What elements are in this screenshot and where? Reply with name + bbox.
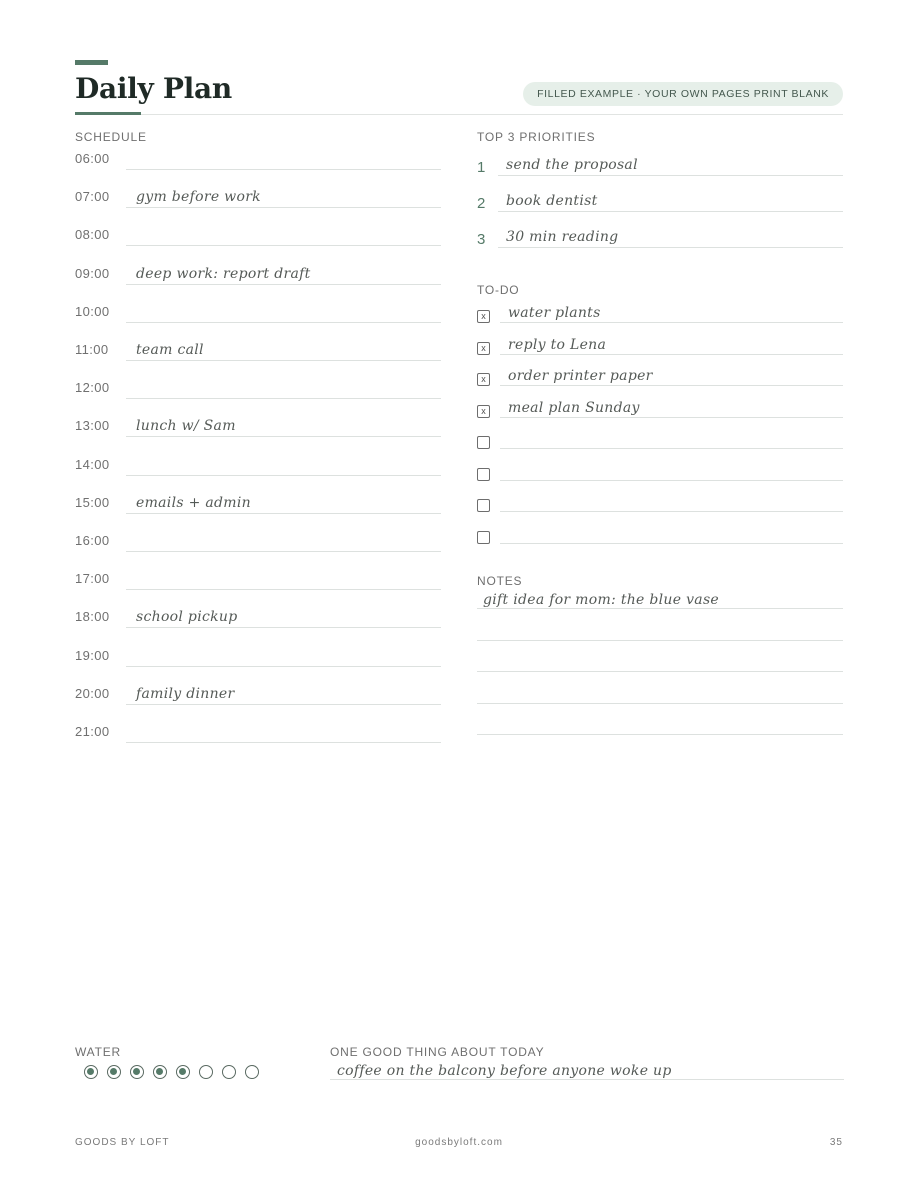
example-badge: FILLED EXAMPLE · YOUR OWN PAGES PRINT BLANK bbox=[523, 82, 843, 106]
todo-rule bbox=[500, 385, 843, 386]
todo-rule bbox=[500, 511, 843, 512]
schedule-rule bbox=[126, 322, 441, 323]
schedule-entry: gym before work bbox=[136, 189, 261, 206]
todo-item[interactable] bbox=[477, 423, 843, 449]
water-glass-circle[interactable] bbox=[130, 1065, 144, 1079]
priority-rule bbox=[498, 175, 843, 176]
notes-text: gift idea for mom: the blue vase bbox=[483, 592, 720, 608]
schedule-time: 09:00 bbox=[75, 265, 110, 281]
schedule-row[interactable] bbox=[75, 255, 441, 285]
todo-heading: TO-DO bbox=[477, 283, 520, 297]
good-thing-line[interactable] bbox=[330, 1058, 844, 1080]
todo-item[interactable] bbox=[477, 297, 843, 323]
schedule-time: 19:00 bbox=[75, 647, 110, 663]
todo-text: meal plan Sunday bbox=[508, 399, 640, 416]
priority-number: 3 bbox=[477, 231, 486, 248]
schedule-entry: family dinner bbox=[136, 685, 235, 702]
notes-line[interactable] bbox=[477, 648, 843, 672]
todo-checkbox[interactable]: x bbox=[477, 373, 490, 386]
page-number: 35 bbox=[829, 1137, 843, 1148]
todo-item[interactable] bbox=[477, 329, 843, 355]
todo-checkbox[interactable] bbox=[477, 499, 490, 512]
schedule-row[interactable] bbox=[75, 675, 441, 705]
priority-item[interactable] bbox=[477, 182, 843, 212]
water-glass-circle[interactable] bbox=[107, 1065, 121, 1079]
priority-number: 1 bbox=[477, 159, 486, 176]
schedule-time: 13:00 bbox=[75, 418, 110, 434]
schedule-time: 12:00 bbox=[75, 380, 110, 396]
priority-text: book dentist bbox=[506, 193, 598, 209]
todo-text: reply to Lena bbox=[508, 336, 607, 353]
todo-checkbox[interactable] bbox=[477, 531, 490, 544]
schedule-row[interactable] bbox=[75, 331, 441, 361]
schedule-row[interactable] bbox=[75, 637, 441, 667]
priority-number: 2 bbox=[477, 195, 486, 212]
schedule-rule bbox=[126, 284, 441, 285]
schedule-time: 20:00 bbox=[75, 685, 110, 701]
todo-text: order printer paper bbox=[508, 368, 653, 384]
schedule-row[interactable] bbox=[75, 484, 441, 514]
schedule-row[interactable] bbox=[75, 178, 441, 208]
schedule-rule bbox=[126, 551, 441, 552]
schedule-rule bbox=[126, 436, 441, 437]
title-underline bbox=[75, 112, 141, 115]
schedule-row[interactable] bbox=[75, 446, 441, 476]
todo-item[interactable] bbox=[477, 518, 843, 544]
todo-rule bbox=[500, 448, 843, 449]
schedule-time: 17:00 bbox=[75, 571, 110, 587]
todo-rule bbox=[500, 417, 843, 418]
priority-text: send the proposal bbox=[506, 157, 638, 173]
priority-item[interactable] bbox=[477, 146, 843, 176]
todo-rule bbox=[500, 543, 843, 544]
schedule-rule bbox=[126, 245, 441, 246]
water-glass-circle[interactable] bbox=[222, 1065, 236, 1079]
schedule-entry: deep work: report draft bbox=[136, 265, 311, 282]
schedule-time: 11:00 bbox=[75, 342, 109, 357]
schedule-rule bbox=[126, 475, 441, 476]
todo-checkbox[interactable]: x bbox=[477, 310, 490, 323]
todo-checkbox[interactable] bbox=[477, 436, 490, 449]
schedule-rule bbox=[126, 169, 441, 170]
schedule-time: 06:00 bbox=[75, 151, 110, 166]
schedule-row[interactable] bbox=[75, 216, 441, 246]
footer-brand: GOODS BY LOFT bbox=[75, 1137, 170, 1148]
water-glass-circle[interactable] bbox=[84, 1065, 98, 1079]
todo-rule bbox=[500, 480, 843, 481]
schedule-rule bbox=[126, 666, 441, 667]
schedule-entry: team call bbox=[136, 342, 204, 358]
todo-rule bbox=[500, 354, 843, 355]
priority-text: 30 min reading bbox=[506, 229, 619, 245]
notes-line[interactable] bbox=[477, 585, 843, 609]
schedule-rule bbox=[126, 589, 441, 590]
water-glass-circle[interactable] bbox=[245, 1065, 259, 1079]
schedule-row[interactable] bbox=[75, 293, 441, 323]
schedule-rule bbox=[126, 513, 441, 514]
priority-rule bbox=[498, 247, 843, 248]
schedule-time: 14:00 bbox=[75, 456, 110, 472]
page-title: Daily Plan bbox=[75, 72, 232, 105]
schedule-row[interactable] bbox=[75, 522, 441, 552]
schedule-entry: school pickup bbox=[136, 609, 238, 626]
schedule-row[interactable] bbox=[75, 369, 441, 399]
schedule-heading: SCHEDULE bbox=[75, 130, 147, 144]
schedule-rule bbox=[126, 742, 441, 743]
priority-rule bbox=[498, 211, 843, 212]
priorities-heading: TOP 3 PRIORITIES bbox=[477, 130, 596, 144]
todo-text: water plants bbox=[508, 305, 601, 321]
schedule-time: 08:00 bbox=[75, 227, 110, 243]
water-glass-circle[interactable] bbox=[199, 1065, 213, 1079]
todo-rule bbox=[500, 322, 843, 323]
schedule-time: 07:00 bbox=[75, 189, 110, 205]
todo-item[interactable] bbox=[477, 455, 843, 481]
todo-checkbox[interactable] bbox=[477, 468, 490, 481]
water-glass-circle[interactable] bbox=[176, 1065, 190, 1079]
schedule-rule bbox=[126, 360, 441, 361]
good-thing-heading: ONE GOOD THING ABOUT TODAY bbox=[330, 1045, 545, 1059]
schedule-rule bbox=[126, 207, 441, 208]
notes-rule bbox=[477, 608, 843, 609]
notes-line[interactable] bbox=[477, 680, 843, 704]
todo-item[interactable] bbox=[477, 392, 843, 418]
notes-heading: NOTES bbox=[477, 574, 523, 588]
schedule-rule bbox=[126, 704, 441, 705]
footer-url: goodsbyloft.com bbox=[415, 1137, 503, 1148]
todo-checkbox[interactable]: x bbox=[477, 342, 490, 355]
schedule-row[interactable] bbox=[75, 713, 441, 743]
schedule-time: 15:00 bbox=[75, 494, 110, 510]
schedule-time: 18:00 bbox=[75, 609, 110, 625]
good-thing-text: coffee on the balcony before anyone woke up bbox=[337, 1063, 672, 1079]
water-tracker bbox=[84, 1065, 259, 1079]
notes-rule bbox=[477, 703, 843, 704]
notes-line[interactable] bbox=[477, 711, 843, 735]
schedule-row[interactable] bbox=[75, 407, 441, 437]
schedule-row[interactable] bbox=[75, 598, 441, 628]
notes-rule bbox=[477, 734, 843, 735]
header-divider bbox=[75, 114, 843, 115]
notes-line[interactable] bbox=[477, 617, 843, 641]
schedule-time: 16:00 bbox=[75, 533, 110, 548]
schedule-time: 21:00 bbox=[75, 724, 110, 739]
schedule-time: 10:00 bbox=[75, 303, 110, 319]
priority-item[interactable] bbox=[477, 218, 843, 248]
schedule-entry: lunch w/ Sam bbox=[136, 418, 236, 435]
schedule-entry: emails + admin bbox=[136, 494, 251, 511]
schedule-rule bbox=[126, 398, 441, 399]
todo-checkbox[interactable]: x bbox=[477, 405, 490, 418]
todo-item[interactable] bbox=[477, 486, 843, 512]
water-glass-circle[interactable] bbox=[153, 1065, 167, 1079]
schedule-row[interactable] bbox=[75, 560, 441, 590]
notes-rule bbox=[477, 640, 843, 641]
schedule-rule bbox=[126, 627, 441, 628]
title-accent-bar bbox=[75, 60, 108, 65]
notes-rule bbox=[477, 671, 843, 672]
good-thing-rule bbox=[330, 1079, 844, 1080]
todo-item[interactable] bbox=[477, 360, 843, 386]
water-heading: WATER bbox=[75, 1045, 121, 1059]
schedule-row[interactable] bbox=[75, 140, 441, 170]
